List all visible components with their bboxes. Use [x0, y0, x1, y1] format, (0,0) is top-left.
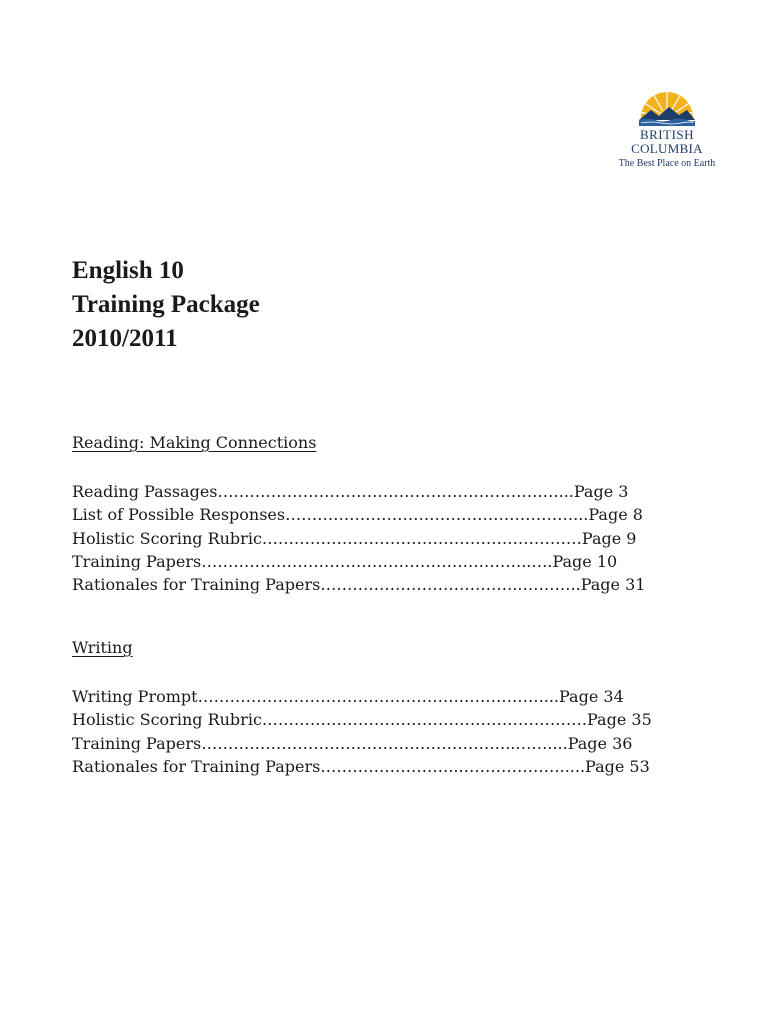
logo-tagline: The Best Place on Earth — [618, 158, 716, 169]
section-heading-writing: Writing — [72, 638, 133, 657]
toc-label: Holistic Scoring Rubric — [72, 710, 262, 730]
toc-label: Holistic Scoring Rubric — [72, 528, 262, 548]
toc-row[interactable] — [72, 755, 652, 778]
toc-label: Training Papers — [72, 733, 202, 753]
toc-row[interactable] — [72, 685, 652, 708]
toc-leader: …………………………………………………….…... — [217, 482, 574, 501]
toc-page: Page 31 — [580, 575, 646, 595]
toc-page: Page 9 — [581, 528, 637, 548]
toc-list-reading — [72, 480, 645, 596]
toc-label: Rationales for Training Papers — [72, 756, 321, 776]
toc-label: List of Possible Responses — [72, 505, 286, 525]
toc-page: Page 53 — [585, 756, 650, 776]
logo-text-british: BRITISH — [639, 127, 695, 142]
title-line-course: English 10 — [72, 257, 184, 284]
toc-leader: …………………………………………………..…….... — [201, 733, 568, 753]
toc-page: Page 36 — [567, 733, 633, 753]
toc-page: Page 10 — [552, 551, 618, 571]
toc-page: Page 35 — [587, 710, 652, 730]
toc-row[interactable] — [72, 732, 652, 755]
document-title — [72, 254, 260, 356]
toc-leader: ……………………………………………………..…. — [201, 551, 553, 571]
toc-label: Writing Prompt — [72, 687, 198, 706]
toc-leader: ………………………………………………... — [285, 505, 589, 525]
title-line-package: Training Package — [72, 291, 260, 318]
toc-page: Page 8 — [588, 505, 643, 525]
toc-label: Training Papers — [72, 551, 202, 571]
toc-page: Page 3 — [573, 482, 629, 501]
bc-logo — [615, 88, 719, 174]
toc-row[interactable] — [72, 573, 645, 596]
toc-leader: ………………………………..……….. — [320, 575, 581, 595]
toc-leader: …………………………………………………… — [261, 528, 582, 548]
toc-row[interactable] — [72, 550, 645, 573]
sun-mountain-icon — [635, 88, 699, 128]
toc-label: Reading Passages — [72, 482, 218, 501]
toc-leader: ………………………………………….…………….... — [197, 687, 559, 706]
toc-label: Rationales for Training Papers — [72, 575, 321, 595]
toc-page: Page 34 — [559, 687, 624, 706]
toc-list-writing — [72, 685, 652, 778]
toc-row[interactable] — [72, 708, 652, 731]
toc-row[interactable] — [72, 527, 645, 550]
title-line-year: 2010/2011 — [72, 325, 178, 352]
toc-row[interactable] — [72, 503, 645, 526]
logo-text-columbia: COLUMBIA — [631, 141, 703, 156]
toc-leader: ……………………...………………..... — [320, 756, 586, 776]
section-heading-reading: Reading: Making Connections — [72, 433, 317, 452]
toc-leader: ……………………………………………………. — [261, 710, 587, 730]
toc-row[interactable] — [72, 480, 645, 503]
